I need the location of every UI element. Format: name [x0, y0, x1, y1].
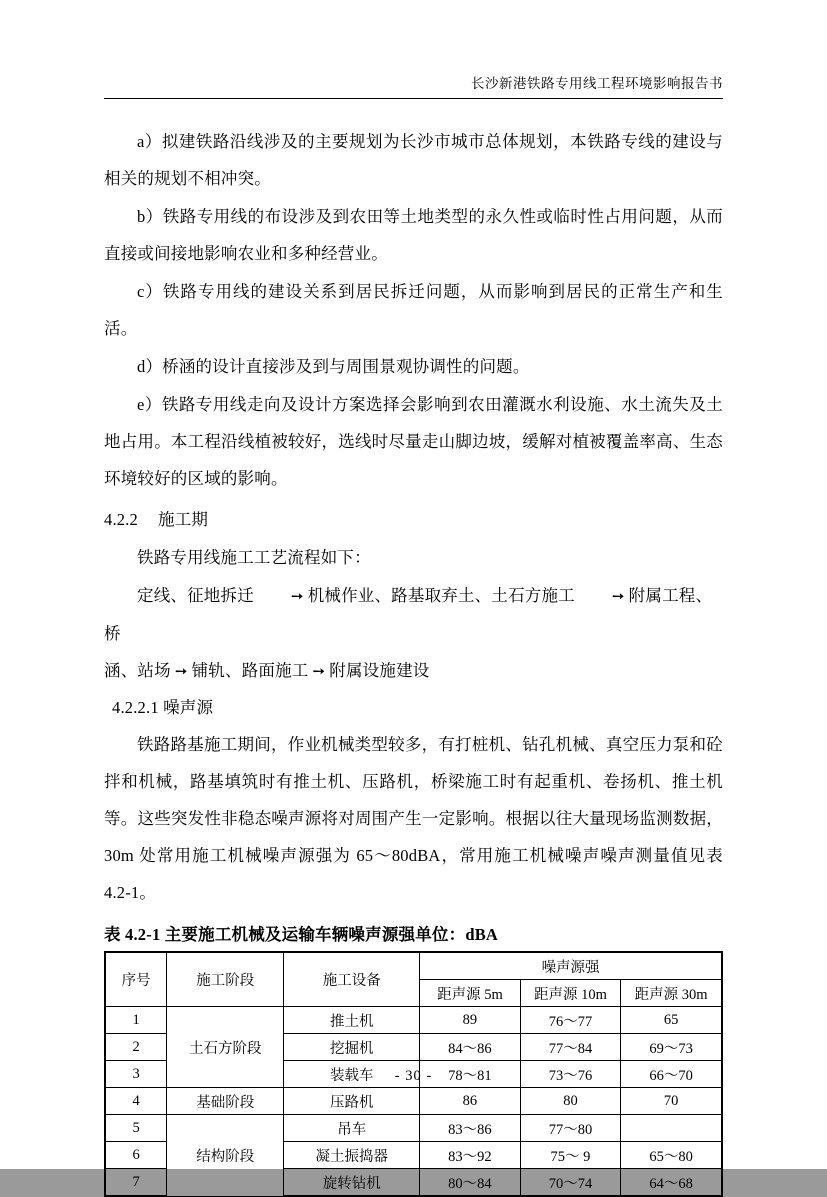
table-row — [105, 1088, 722, 1115]
flow-line-1 — [104, 577, 723, 652]
page-content — [104, 72, 723, 1197]
arrow-right-icon: ➙ — [312, 662, 326, 680]
cell-equipment: 挖掘机 — [284, 1034, 420, 1061]
th-stage: 施工阶段 — [167, 952, 284, 1007]
cell-d10: 73～76 — [520, 1061, 621, 1088]
cell-stage: 基础阶段 — [167, 1088, 284, 1115]
arrow-right-icon: ➙ — [290, 587, 304, 605]
cell-d10: 75～ 9 — [520, 1142, 621, 1169]
cell-d5: 84～86 — [420, 1034, 521, 1061]
cell-d10: 77～80 — [520, 1115, 621, 1142]
cell-index: 7 — [105, 1169, 167, 1197]
flow-seg-4: 涵、站场 — [104, 661, 171, 680]
cell-d30: 69～73 — [621, 1034, 722, 1061]
cell-stage: 结构阶段 — [167, 1115, 284, 1197]
cell-equipment: 压路机 — [284, 1088, 420, 1115]
th-distance-30m: 距声源 30m — [621, 980, 722, 1007]
cell-d30: 70 — [621, 1088, 722, 1115]
cell-d30 — [621, 1115, 722, 1142]
subsection-heading: 4.2.2.1 噪声源 — [112, 698, 214, 717]
flow-seg-2: 机械作业、路基取弃土、土石方施工 — [307, 586, 575, 605]
flow-seg-5: 铺轨、路面施工 — [191, 661, 309, 680]
table-row — [105, 1007, 722, 1034]
table-header-row-1 — [105, 952, 722, 980]
cell-d30: 65 — [621, 1007, 722, 1034]
arrow-right-icon: ➙ — [611, 587, 625, 605]
cell-equipment: 旋转钻机 — [284, 1169, 420, 1197]
cell-d30: 66～70 — [621, 1061, 722, 1088]
paragraph-c: c）铁路专用线的建设关系到居民拆迁问题，从而影响到居民的正常生产和生活。 — [104, 282, 723, 338]
page-footer: - 30 - — [394, 1068, 433, 1084]
cell-d30: 65～80 — [621, 1142, 722, 1169]
cell-d5: 89 — [420, 1007, 521, 1034]
cell-d5: 83～86 — [420, 1115, 521, 1142]
cell-d5: 86 — [420, 1088, 521, 1115]
th-distance-5m: 距声源 5m — [420, 980, 521, 1007]
header-divider — [104, 98, 723, 99]
section-heading — [104, 501, 723, 539]
cell-index: 6 — [105, 1142, 167, 1169]
running-header: 长沙新港铁路专用线工程环境影响报告书 — [471, 76, 723, 91]
cell-equipment: 凝土振捣器 — [284, 1142, 420, 1169]
flow-intro: 铁路专用线施工工艺流程如下： — [137, 548, 371, 567]
cell-index: 4 — [105, 1088, 167, 1115]
paragraph-e: e）铁路专用线走向及设计方案选择会影响到农田灌溉水利设施、水土流失及土地占用。本工程沿线植被较好，选线时尽量走山脚边坡，缓解对植被覆盖率高、生态环境较好的区域的影响。 — [104, 395, 723, 488]
cell-d5: 80～84 — [420, 1169, 521, 1197]
cell-index: 5 — [105, 1115, 167, 1142]
th-index: 序号 — [105, 952, 167, 1007]
flow-seg-1: 定线、征地拆迁 — [137, 586, 254, 605]
table-row — [105, 1115, 722, 1142]
cell-d10: 76～77 — [520, 1007, 621, 1034]
cell-equipment: 吊车 — [284, 1115, 420, 1142]
cell-d5: 78～81 — [420, 1061, 521, 1088]
cell-d10: 77～84 — [520, 1034, 621, 1061]
cell-index: 2 — [105, 1034, 167, 1061]
cell-equipment: 推土机 — [284, 1007, 420, 1034]
th-distance-10m: 距声源 10m — [520, 980, 621, 1007]
arrow-right-icon: ➙ — [174, 662, 188, 680]
cell-equipment: 装载车 — [284, 1061, 420, 1088]
cell-stage: 土石方阶段 — [167, 1007, 284, 1088]
th-noise-group: 噪声源强 — [420, 952, 722, 980]
cell-d5: 83～92 — [420, 1142, 521, 1169]
section-title: 施工期 — [158, 510, 209, 529]
table-body — [105, 1007, 722, 1197]
paragraph-b: b）铁路专用线的布设涉及到农田等土地类型的永久性或临时性占用问题，从而直接或间接地影响农业和多种经营业。 — [104, 207, 723, 263]
cell-d10: 70～74 — [520, 1169, 621, 1197]
paragraph-d: d）桥涵的设计直接涉及到与周围景观协调性的问题。 — [137, 357, 530, 376]
flow-seg-6: 附属设施建设 — [329, 661, 430, 680]
noise-paragraph: 铁路路基施工期间，作业机械类型较多，有打桩机、钻孔机械、真空压力泵和砼拌和机械，路基填筑时有推土机、压路机，桥梁施工时有起重机、卷扬机、推土机等。这些突发性非稳态噪声源将对周围产生一定影响。根据以往大量现场监测数据，30m 处常用施工机械噪声源强为 65～80dBA，常用施工机械噪声噪声测量值见表 4.2-1。 — [104, 735, 723, 902]
cell-d30: 64～68 — [621, 1169, 722, 1197]
cell-index: 3 — [105, 1061, 167, 1088]
th-equipment: 施工设备 — [284, 952, 420, 1007]
cell-d10: 80 — [520, 1088, 621, 1115]
flow-seg-3: 附属工程、桥 — [104, 586, 713, 643]
table-caption: 表 4.2-1 主要施工机械及运输车辆噪声源强单位：dBA — [104, 925, 499, 944]
flow-line-2 — [104, 652, 723, 690]
cell-index: 1 — [105, 1007, 167, 1034]
paragraph-a: a）拟建铁路沿线涉及的主要规划为长沙市城市总体规划，本铁路专线的建设与相关的规划不相冲突。 — [104, 132, 723, 188]
section-number: 4.2.2 — [104, 510, 138, 529]
